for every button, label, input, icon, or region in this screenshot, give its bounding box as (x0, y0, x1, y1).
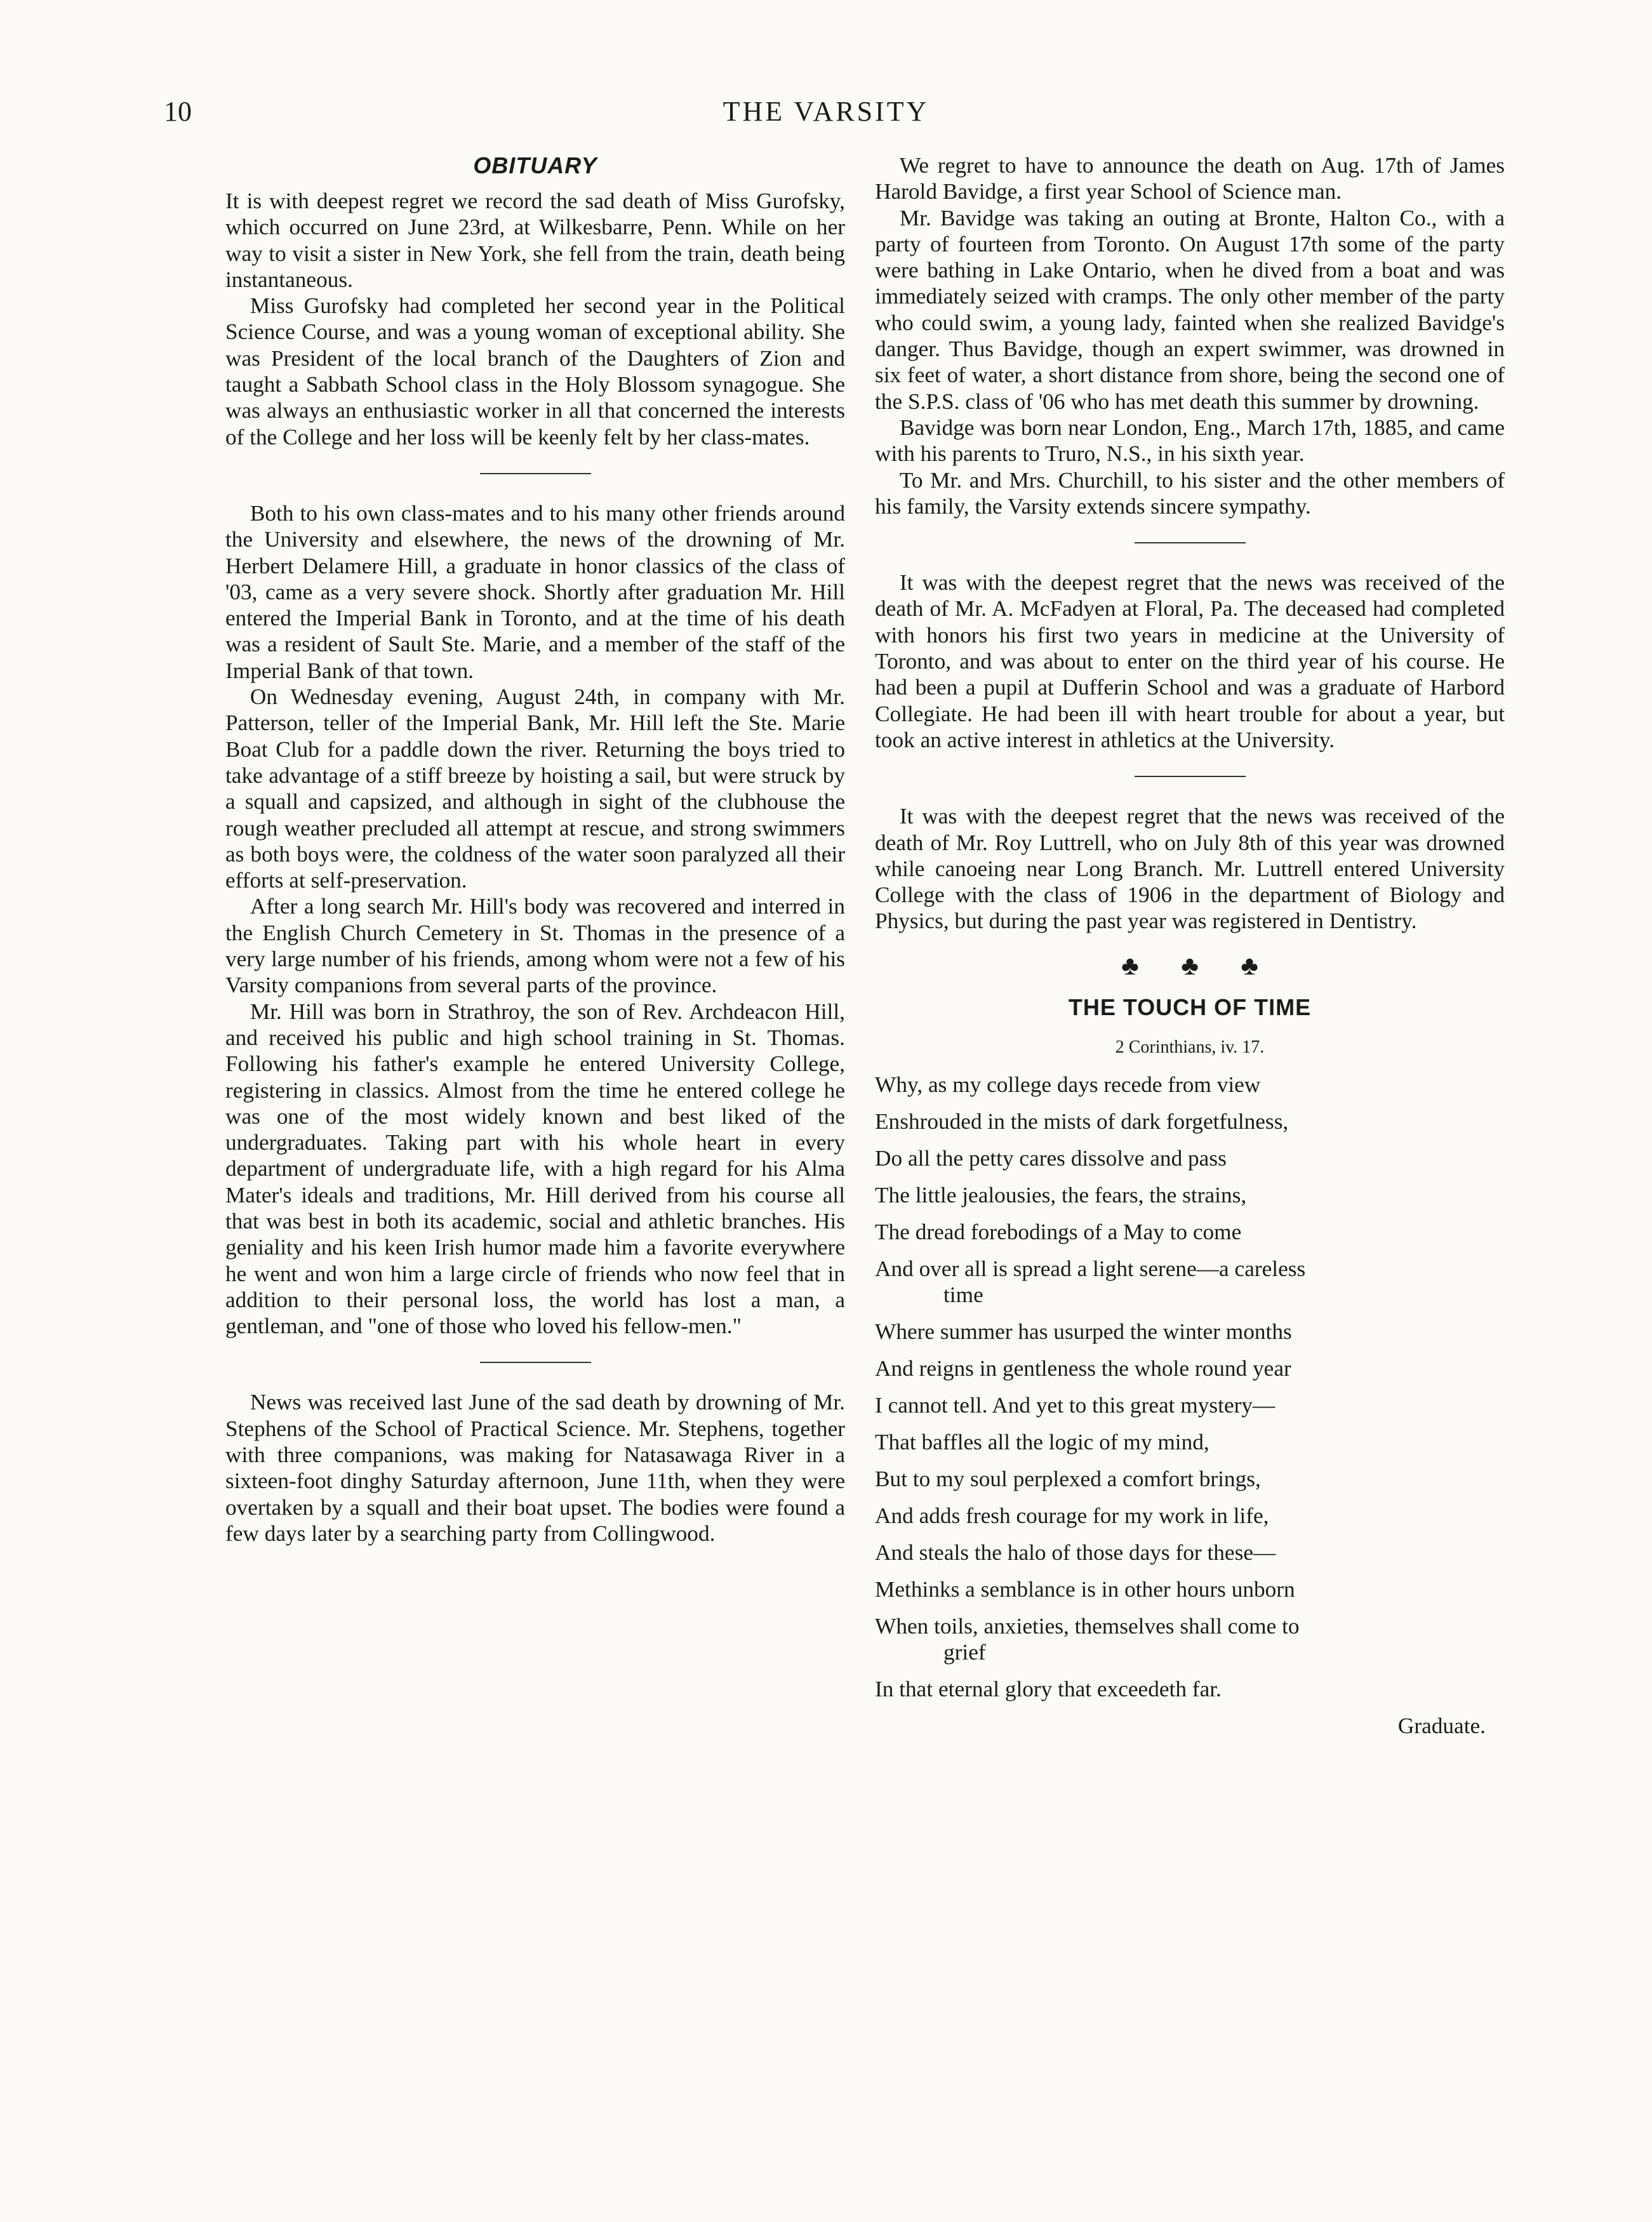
poem-line (875, 1145, 1505, 1171)
page-number: 10 (164, 96, 192, 127)
poem-line (875, 1466, 1505, 1492)
right-column (875, 152, 1505, 1739)
obituary-paragraph: Mr. Bavidge was taking an outing at Bronte, Halton Co., with a party of fourteen from Toronto. On August 17th some of the party were bathing in Lake Ontario, when he dived from a boat and was immediately seized with cramps. The only other member of the party who could swim, a young lady, fainted when she realized Bavidge's danger. Thus Bavidge, though an expert swimmer, was drowned in six feet of water, a short distance from shore, being the second one of the S.P.S. class of '06 who has met death this summer by drowning. (875, 205, 1505, 414)
poem-line-text: The little jealousies, the fears, the strains, (875, 1182, 1247, 1207)
poem-title: THE TOUCH OF TIME (1068, 994, 1312, 1020)
poem-line (875, 1219, 1505, 1245)
obituary-paragraph: It was with the deepest regret that the news was received of the death of Mr. A. McFadyen at Floral, Pa. The deceased had completed with honors his first two years in medicine at the University of Toronto, and was about to enter on the third year of his course. He had been a pupil at Dufferin School and was a graduate of Harbord Collegiate. He had been ill with heart trouble for about a year, but took an active interest in athletics at the University. (875, 570, 1505, 752)
poem-line-text: In that eternal glory that exceedeth far. (875, 1676, 1222, 1701)
poem-line (875, 1072, 1505, 1098)
running-title: THE VARSITY (723, 96, 929, 127)
poem-line-text: Enshrouded in the mists of dark forgetfulness, (875, 1108, 1289, 1134)
poem-line-text: Methinks a semblance is in other hours unborn (875, 1576, 1295, 1602)
poem-line-text: I cannot tell. And yet to this great mystery— (875, 1392, 1276, 1418)
obituary-paragraph: After a long search Mr. Hill's body was recovered and interred in the English Church Cemetery in St. Thomas in the presence of a very large number of his friends, among whom were not a few of his Varsity companions from several parts of the province. (225, 894, 845, 998)
poem-line-text: And reigns in gentleness the whole round year (875, 1355, 1291, 1381)
obituary-paragraph: It is with deepest regret we record the sad death of Miss Gurofsky, which occurred on June 23rd, at Wilkesbarre, Penn. While on her way to visit a sister in New York, she fell from the train, death being instantaneous. (225, 189, 845, 292)
obituary-paragraph: Miss Gurofsky had completed her second year in the Political Science Course, and was a young woman of exceptional ability. She was President of the local branch of the Daughters of Zion and taught a Sabbath School class in the Holy Blossom synagogue. She was always an enthusiastic worker in all that concerned the interests of the College and her loss will be keenly felt by her class-mates. (225, 293, 845, 449)
poem-line-text: Where summer has usurped the winter months (875, 1319, 1292, 1344)
poem-line-continuation: time (943, 1282, 983, 1307)
obituary-paragraph: It was with the deepest regret that the news was received of the death of Mr. Roy Luttrell, who on July 8th of this year was drowned while canoeing near Long Branch. Mr. Luttrell entered University College with the class of 1906 in the department of Biology and Physics, but during the past year was registered in Dentistry. (875, 804, 1505, 934)
poem-line (875, 1182, 1505, 1208)
poem-line-text: Do all the petty cares dissolve and pass (875, 1145, 1227, 1171)
poem-line (875, 1503, 1505, 1529)
poem-line (875, 1613, 1505, 1665)
section-divider (480, 473, 591, 474)
club-ornament-icon: ♣ ♣ ♣ (1121, 951, 1276, 981)
poem-line-text: Why, as my college days recede from view (875, 1072, 1261, 1097)
poem-line (875, 1355, 1505, 1381)
poem-line-continuation: grief (943, 1639, 986, 1665)
obituary-paragraph: Bavidge was born near London, Eng., March 17th, 1885, and came with his parents to Truro, N.S., in his sixth year. (875, 415, 1505, 467)
poem-subtitle: 2 Corinthians, iv. 17. (1115, 1037, 1265, 1057)
poem-body (875, 1072, 1505, 1702)
obituary-paragraph: Both to his own class-mates and to his many other friends around the University and elsewhere, the news of the drowning of Mr. Herbert Delamere Hill, a graduate in honor classics of the class of '03, came as a very severe shock. Shortly after graduation Mr. Hill entered the Imperial Bank in Toronto, and at the time of his death was a resident of Sault Ste. Marie, and a member of the staff of the Imperial Bank of that town. (225, 500, 845, 683)
obituary-paragraph: Mr. Hill was born in Strathroy, the son of Rev. Archdeacon Hill, and received his public and high school training in St. Thomas. Following his father's example he entered University College, registering in classics. Almost from the time he entered college he was one of the most widely known and best liked of the undergraduates. Taking part with his whole heart in every department of undergraduate life, with a high regard for his Alma Mater's ideals and traditions, Mr. Hill derived from his course all that was best in both its academic, social and athletic branches. His geniality and his keen Irish humor made him a favorite everywhere he went and won him a large circle of friends who now feel that in addition to their personal loss, the world has lost a man, a gentleman, and "one of those who loved his fellow-men." (225, 999, 845, 1339)
section-divider (480, 1362, 591, 1363)
poem-line-text: That baffles all the logic of my mind, (875, 1429, 1209, 1454)
poem-line-text: But to my soul perplexed a comfort brings, (875, 1466, 1261, 1491)
poem-line (875, 1676, 1505, 1702)
obituary-paragraph: News was received last June of the sad death by drowning of Mr. Stephens of the School of Practical Science. Mr. Stephens, together with three companions, was making for Natasawaga River in a sixteen-foot dinghy Saturday afternoon, June 11th, when they were overtaken by a squall and their boat upset. The bodies were found a few days later by a searching party from Collingwood. (225, 1390, 845, 1546)
poem-line (875, 1108, 1505, 1134)
poem-line (875, 1429, 1505, 1455)
poem-signature: Graduate. (1397, 1713, 1486, 1738)
obituary-paragraph: On Wednesday evening, August 24th, in company with Mr. Patterson, teller of the Imperial Bank, Mr. Hill left the Ste. Marie Boat Club for a paddle down the river. Returning the boys tried to take advantage of a stiff breeze by hoisting a sail, but were struck by a squall and capsized, and although in sight of the clubhouse the rough weather precluded all attempt at rescue, and strong swimmers as both boys were, the coldness of the water soon paralyzed all their efforts at self-preservation. (225, 684, 845, 893)
obituary-title: OBITUARY (473, 152, 597, 178)
section-divider (1135, 776, 1246, 777)
poem-line-text: And steals the halo of those days for these— (875, 1540, 1276, 1565)
poem-line-text: When toils, anxieties, themselves shall come to (875, 1613, 1300, 1639)
poem-line (875, 1540, 1505, 1566)
poem-line-text: And over all is spread a light serene—a careless (875, 1256, 1306, 1281)
poem-line-text: And adds fresh courage for my work in life, (875, 1503, 1269, 1528)
poem-line-text: The dread forebodings of a May to come (875, 1219, 1242, 1244)
poem-line (875, 1392, 1505, 1418)
obituary-paragraph: To Mr. and Mrs. Churchill, to his sister and the other members of his family, the Varsity extends sincere sympathy. (875, 467, 1505, 519)
poem-line (875, 1319, 1505, 1345)
poem-line (875, 1576, 1505, 1602)
section-divider (1135, 542, 1246, 543)
left-column (225, 152, 845, 1547)
poem-line (875, 1256, 1505, 1308)
obituary-paragraph: We regret to have to announce the death on Aug. 17th of James Harold Bavidge, a first year School of Science man. (875, 153, 1505, 204)
